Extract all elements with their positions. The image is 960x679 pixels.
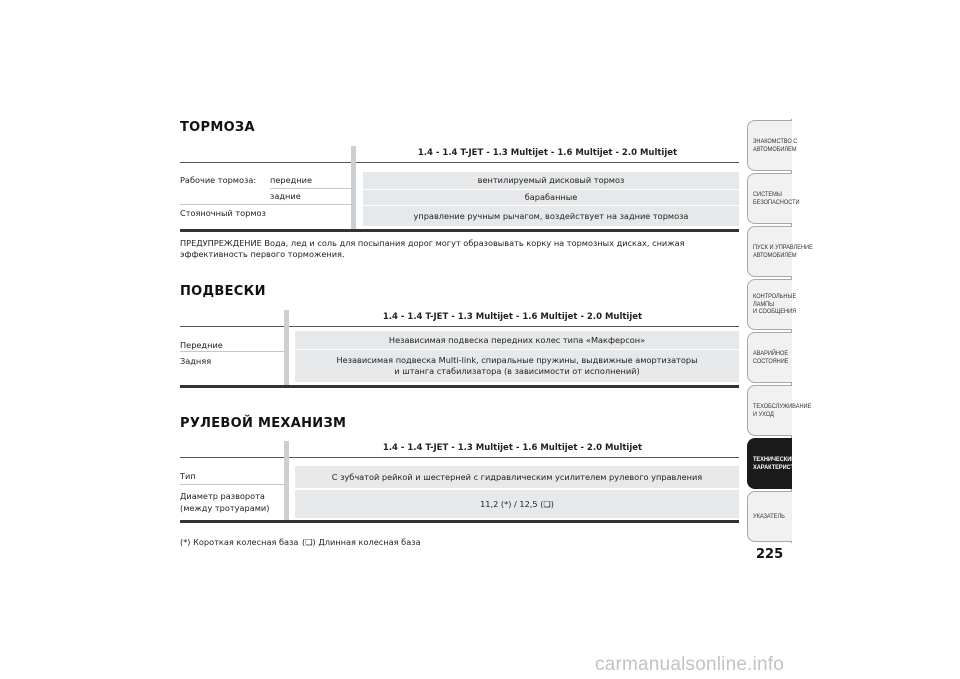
suspension-front-value: Независимая подвеска передних колес типа «Макферсон» bbox=[295, 331, 739, 349]
brakes-rear-label: задние bbox=[270, 191, 301, 201]
brakes-rear-value: барабанные bbox=[363, 190, 739, 205]
sidebar-tab-getting-to-know[interactable] bbox=[747, 120, 798, 171]
steering-type-value: С зубчатой рейкой и шестерней с гидравлическим усилителем рулевого управления bbox=[295, 466, 739, 488]
sidebar-tab-label: АВАРИЙНОЕ bbox=[753, 349, 789, 357]
brakes-warning: ПРЕДУПРЕЖДЕНИЕ Вода, лед и соль для посыпания дорог могут образовывать корку на тормозных дисках, снижая эффективность первого торможения. bbox=[180, 238, 685, 259]
suspension-column-header: 1.4 - 1.4 T-JET - 1.3 Multijet - 1.6 Multijet - 2.0 Multijet bbox=[382, 312, 643, 322]
suspension-rear-value-line2: и штанга стабилизатора (в зависимости от исполнений) bbox=[394, 366, 640, 376]
sidebar-tab-label: СОСТОЯНИЕ bbox=[753, 357, 789, 365]
sidebar-tab-label: ПУСК И УПРАВЛЕНИЕ bbox=[753, 243, 813, 251]
sidebar-tab-warning-lights[interactable] bbox=[747, 279, 797, 330]
sidebar-tab-label: УКАЗАТЕЛЬ bbox=[753, 512, 785, 520]
brakes-bottom-rule bbox=[180, 229, 739, 232]
sidebar-tab-safety[interactable] bbox=[747, 173, 800, 224]
brakes-row-line bbox=[180, 204, 352, 205]
sidebar-tab-label: И УХОД bbox=[753, 410, 774, 418]
steering-column-divider bbox=[284, 441, 289, 521]
brakes-column-header: 1.4 - 1.4 T-JET - 1.3 Multijet - 1.6 Multijet - 2.0 Multijet bbox=[417, 148, 678, 158]
sidebar-tab-label: СИСТЕМЫ bbox=[753, 190, 782, 198]
sidebar-tab-starting-driving[interactable] bbox=[747, 226, 813, 277]
steering-column-header: 1.4 - 1.4 T-JET - 1.3 Multijet - 1.6 Multijet - 2.0 Multijet bbox=[382, 443, 643, 453]
suspension-rear-value-line1: Независимая подвеска Multi-link, спиральные пружины, выдвижные амортизаторы bbox=[336, 355, 698, 365]
sidebar-tab-index[interactable] bbox=[747, 491, 792, 542]
sidebar-tab-technical-specs[interactable] bbox=[747, 438, 806, 489]
brakes-title: ТОРМОЗА bbox=[180, 120, 255, 135]
sidebar-tab-label: АВТОМОБИЛЕМ bbox=[753, 251, 797, 259]
sidebar-tab-label: ЛАМПЫ bbox=[753, 300, 775, 308]
sidebar-tab-maintenance[interactable] bbox=[747, 385, 812, 436]
suspension-rear-label: Задняя bbox=[180, 356, 212, 366]
suspension-rear-value bbox=[295, 350, 739, 382]
steering-row-line bbox=[180, 484, 285, 485]
steering-type-label: Тип bbox=[180, 471, 196, 481]
brakes-service-label: Рабочие тормоза: bbox=[180, 175, 257, 185]
page-number: 225 bbox=[756, 547, 784, 562]
brakes-parking-label: Стояночный тормоз bbox=[180, 208, 266, 218]
sidebar-tab-label: И СООБЩЕНИЯ bbox=[753, 308, 797, 316]
sidebar-tab-label: ТЕХНИЧЕСКИЕ bbox=[753, 455, 796, 463]
brakes-row-line bbox=[270, 188, 352, 189]
footnote-long-base: (❏) Длинная колесная база bbox=[302, 537, 421, 547]
sidebar-tab-label: ХАРАКТЕРИСТИКИ bbox=[753, 463, 806, 471]
suspension-top-rule bbox=[180, 326, 739, 327]
steering-bottom-rule bbox=[180, 520, 739, 523]
brakes-top-rule bbox=[180, 162, 739, 163]
sidebar-tab-label: ЗНАКОМСТВО С bbox=[753, 137, 798, 145]
brakes-parking-value: управление ручным рычагом, воздействует на задние тормоза bbox=[363, 206, 739, 226]
suspension-front-label: Передние bbox=[180, 340, 223, 350]
suspension-column-divider bbox=[284, 310, 289, 386]
sidebar-tab-label: АВТОМОБИЛЕМ bbox=[753, 145, 797, 153]
sidebar-tab-label: БЕЗОПАСНОСТИ bbox=[753, 198, 800, 206]
steering-title: РУЛЕВОЙ МЕХАНИЗМ bbox=[180, 416, 347, 431]
steering-diameter-label-line1: Диаметр разворота bbox=[180, 491, 265, 501]
sidebar-tab-label: ТЕХОБСЛУЖИВАНИЕ bbox=[753, 402, 812, 410]
suspension-bottom-rule bbox=[180, 385, 739, 388]
steering-top-rule bbox=[180, 457, 739, 458]
brakes-front-value: вентилируемый дисковый тормоз bbox=[363, 172, 739, 189]
sidebar-tab-label: КОНТРОЛЬНЫЕ bbox=[753, 293, 797, 301]
footnote-short-base: (*) Короткая колесная база bbox=[180, 537, 299, 547]
watermark: carmanualsonline.info bbox=[595, 654, 785, 675]
suspension-title: ПОДВЕСКИ bbox=[180, 284, 266, 299]
brakes-front-label: передние bbox=[270, 175, 312, 185]
steering-diameter-label-line2: (между тротуарами) bbox=[180, 503, 270, 513]
steering-diameter-value: 11,2 (*) / 12,5 (❏) bbox=[295, 490, 739, 518]
sidebar-tab-emergency[interactable] bbox=[747, 332, 792, 383]
suspension-row-line bbox=[180, 351, 285, 352]
